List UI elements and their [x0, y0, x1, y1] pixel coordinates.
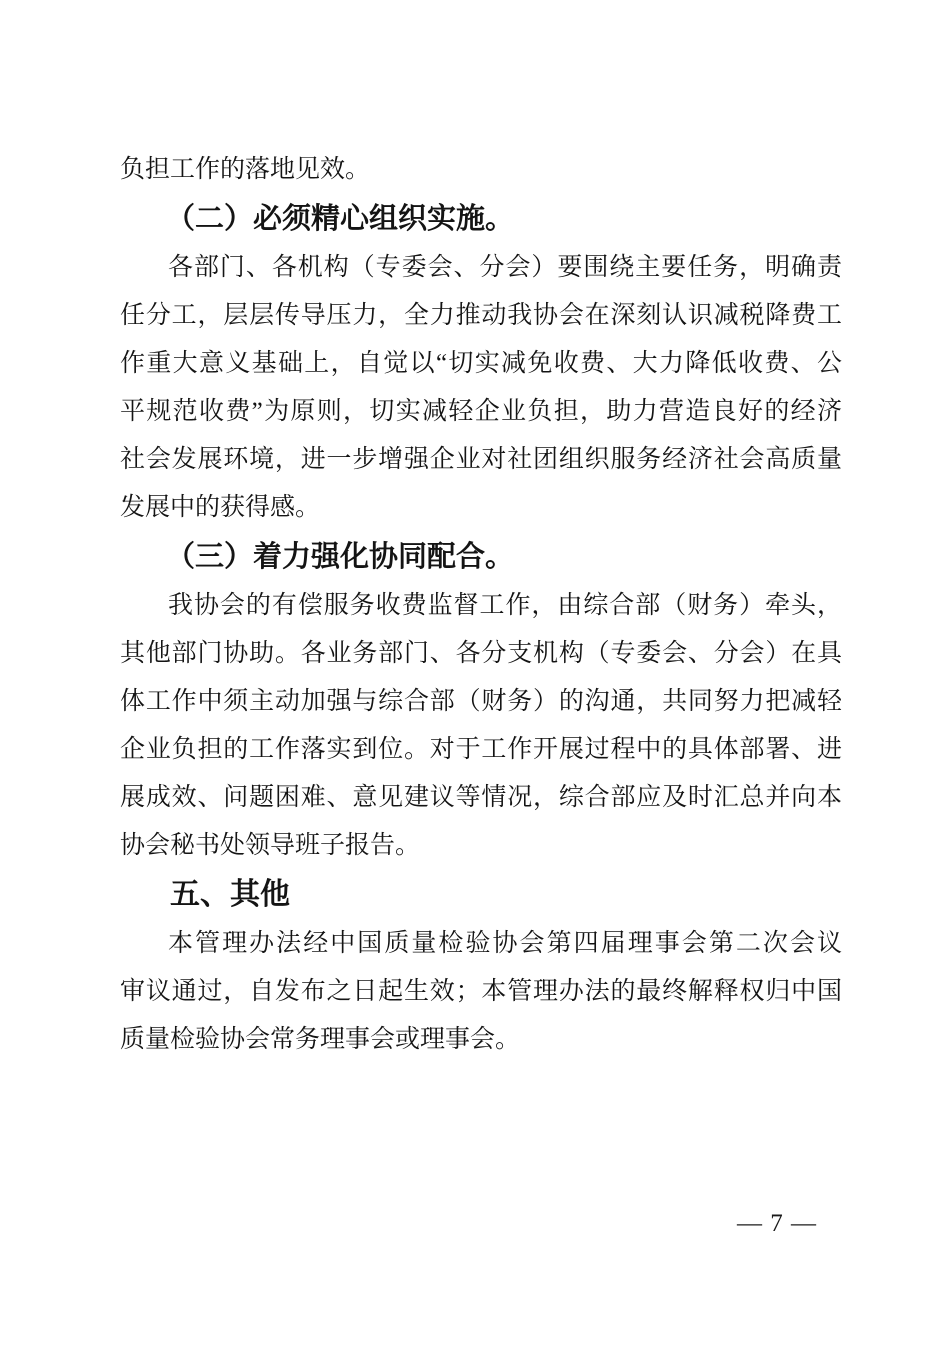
text-line: 社会发展环境，进一步增强企业对社团组织服务经济社会高质量: [120, 446, 842, 473]
section-heading: （二）必须精心组织实施。: [166, 203, 515, 235]
text-line: 本管理办法经中国质量检验协会第四届理事会第二次会议: [168, 930, 842, 957]
text-line: 我协会的有偿服务收费监督工作，由综合部（财务）牵头，: [168, 592, 842, 619]
text-line: 任分工，层层传导压力，全力推动我协会在深刻认识减税降费工: [120, 302, 842, 329]
text-line: 各部门、各机构（专委会、分会）要围绕主要任务，明确责: [168, 254, 842, 281]
document-body: [120, 146, 842, 1064]
section-heading: 五、其他: [170, 878, 290, 911]
text-line: 负担工作的落地见效。: [120, 156, 371, 183]
text-line: 体工作中须主动加强与综合部（财务）的沟通，共同努力把减轻: [120, 688, 842, 715]
text-line: 展成效、问题困难、意见建议等情况，综合部应及时汇总并向本: [120, 784, 842, 811]
text-line: 发展中的获得感。: [120, 494, 321, 521]
text-line: 质量检验协会常务理事会或理事会。: [120, 1026, 521, 1053]
text-line: 其他部门协助。各业务部门、各分支机构（专委会、分会）在具: [120, 640, 842, 667]
text-line: 平规范收费”为原则，切实减轻企业负担，助力营造良好的经济: [120, 398, 842, 425]
text-line: 作重大意义基础上，自觉以“切实减免收费、大力降低收费、公: [120, 350, 842, 377]
text-line: 审议通过，自发布之日起生效；本管理办法的最终解释权归中国: [120, 978, 842, 1005]
text-line: 协会秘书处领导班子报告。: [120, 832, 421, 859]
page-number: — 7 —: [737, 1210, 817, 1237]
section-heading: （三）着力强化协同配合。: [166, 541, 515, 573]
text-line: 企业负担的工作落实到位。对于工作开展过程中的具体部署、进: [120, 736, 842, 763]
